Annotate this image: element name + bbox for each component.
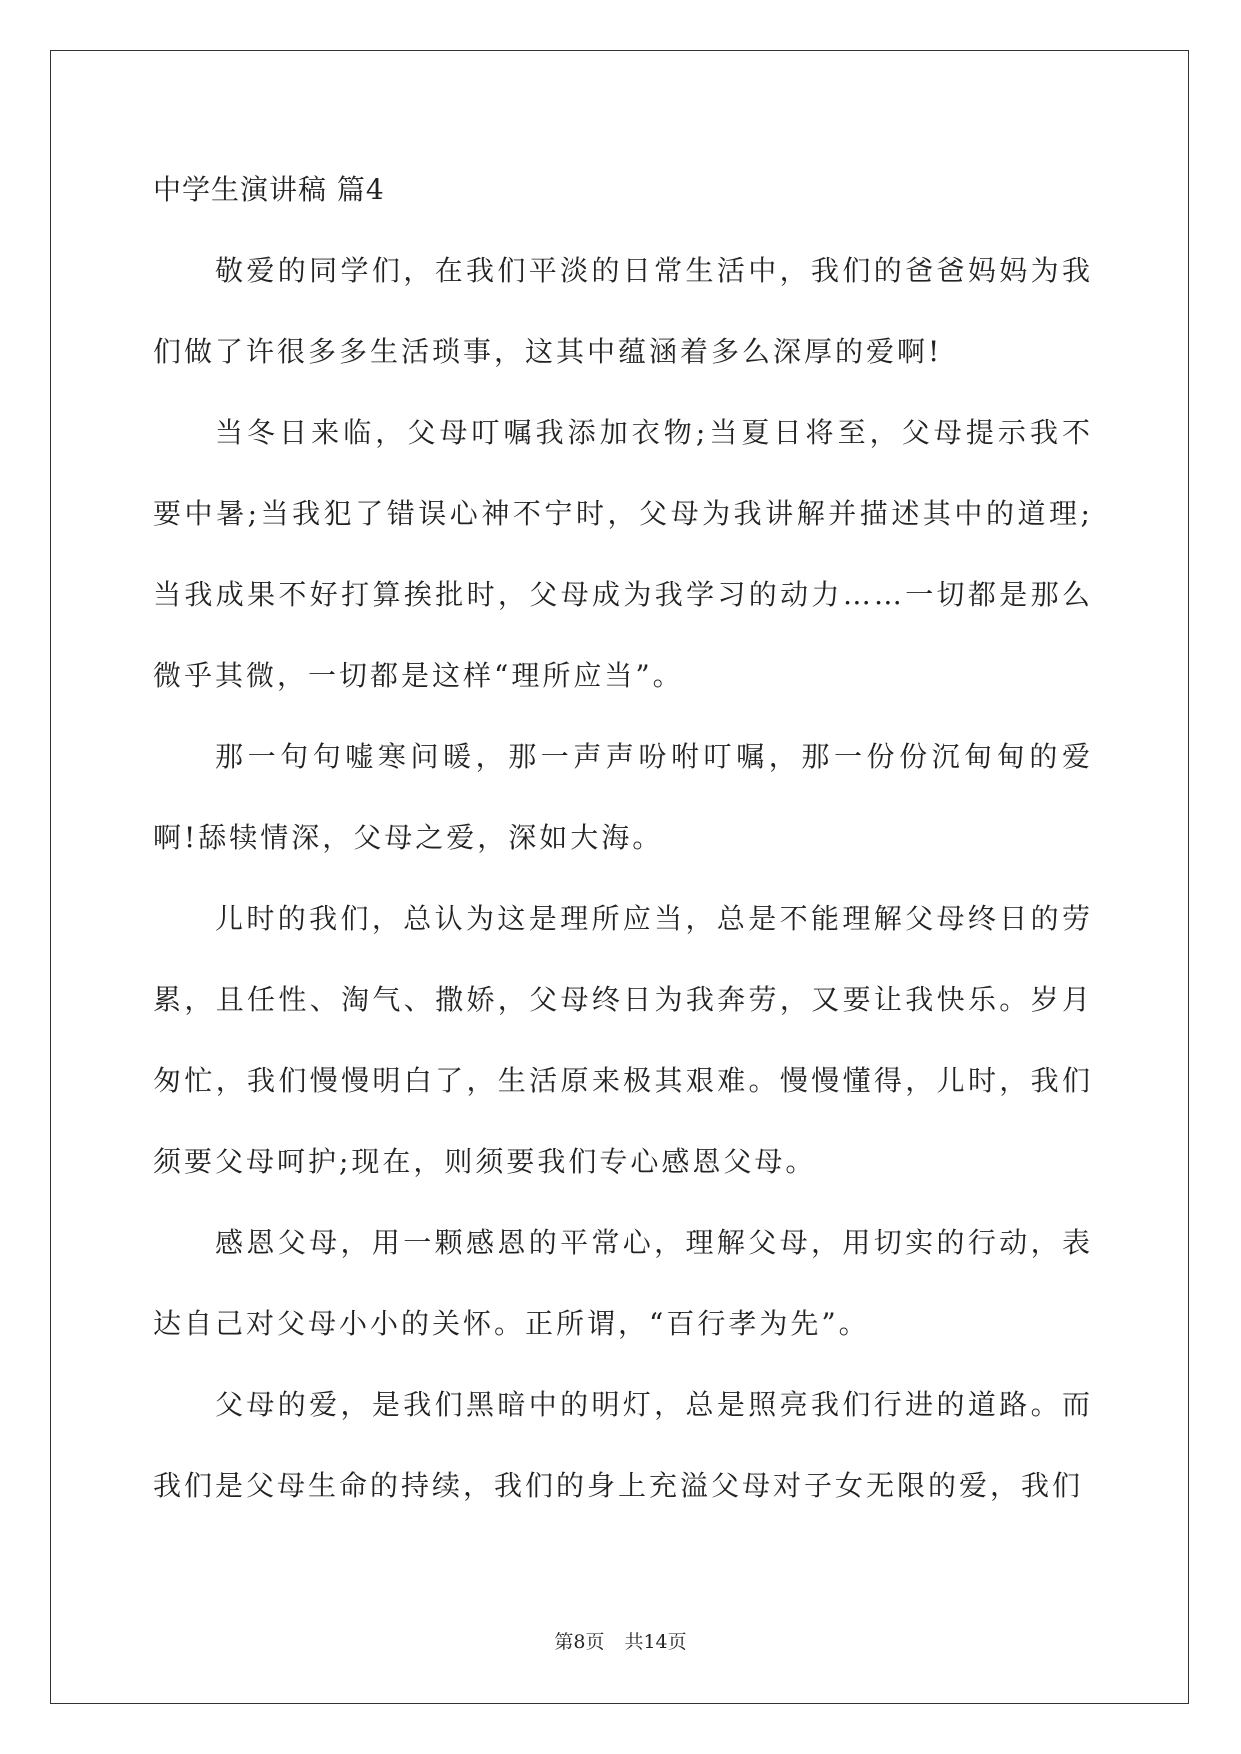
document-heading: 中学生演讲稿 篇4 xyxy=(153,173,385,206)
document-body xyxy=(153,150,1093,1526)
paragraph-2: 当冬日来临，父母叮嘱我添加衣物;当夏日将至，父母提示我不要中暑;当我犯了错误心神不宁时，父母为我讲解并描述其中的道理;当我成果不好打算挨批时，父母成为我学习的动力……一切都是那么微乎其微，一切都是这样“理所应当”。 xyxy=(153,416,1093,692)
paragraph-1: 敬爱的同学们，在我们平淡的日常生活中，我们的爸爸妈妈为我们做了许很多多生活琐事，这其中蕴涵着多么深厚的爱啊! xyxy=(153,254,1093,368)
paragraph-5: 感恩父母，用一颗感恩的平常心，理解父母，用切实的行动，表达自己对父母小小的关怀。正所谓，“百行孝为先”。 xyxy=(153,1226,1093,1340)
paragraph-4: 儿时的我们，总认为这是理所应当，总是不能理解父母终日的劳累，且任性、淘气、撒娇，父母终日为我奔劳，又要让我快乐。岁月匆忙，我们慢慢明白了，生活原来极其艰难。慢慢懂得，儿时，我们须要父母呵护;现在，则须要我们专心感恩父母。 xyxy=(153,902,1093,1178)
page-total: 共14页 xyxy=(624,1631,687,1653)
page-number: 第8页 xyxy=(554,1631,605,1653)
page-footer xyxy=(0,1627,1241,1654)
paragraph-3: 那一句句嘘寒问暖，那一声声吩咐叮嘱，那一份份沉甸甸的爱啊!舔犊情深，父母之爱，深如大海。 xyxy=(153,740,1093,854)
paragraph-6: 父母的爱，是我们黑暗中的明灯，总是照亮我们行进的道路。而我们是父母生命的持续，我们的身上充溢父母对子女无限的爱，我们 xyxy=(153,1388,1093,1502)
